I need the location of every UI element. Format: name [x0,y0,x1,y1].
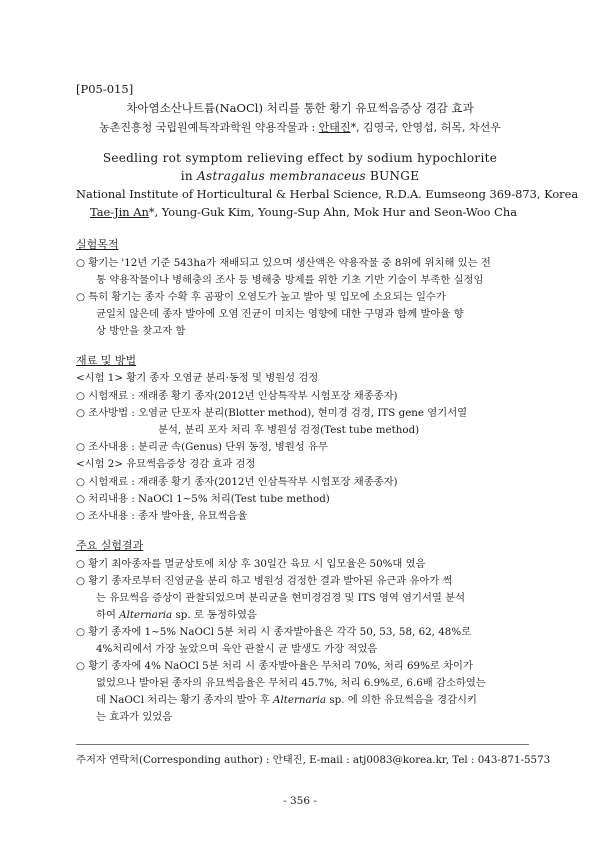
exp1-content: ○ 조사내용 : 분리균 속(Genus) 단위 동정, 병원성 유무 [76,441,328,453]
objective-item1-line2: 통 약용작물이나 병해충의 조사 등 병해충 방제를 위한 기초 기반 기술이 부족한 실정임 [96,274,484,286]
objective-item1-line1: ○ 황기는 '12년 기준 543ha가 재배되고 있으며 생산액은 약용작물 중 8위에 위치해 있는 전 [76,257,491,269]
exp2-treatment: ○ 처리내용 : NaOCl 1~5% 처리(Test tube method) [76,493,330,505]
korean-title: 차아염소산나트륨(NaOCl) 처리를 통한 황기 유묘썩음증상 경감 효과 [126,101,474,115]
page-number: - 356 - [283,795,317,807]
exp1-material: ○ 시험재료 : 재래종 황기 종자(2012년 인삼특작부 시험포장 채종종자) [76,390,398,402]
english-main-author: Tae-Jin An [90,205,149,219]
result2-line3-a: 하여 [96,609,120,621]
methods-heading: 재료 및 방법 [76,354,137,367]
result4-line1: ○ 황기 종자에 4% NaOCl 5분 처리 시 종자발아율은 무처리 70%, 처리 69%로 차이가 [76,660,473,672]
objective-item2-line1: ○ 특히 황기는 종자 수확 후 곰팡이 오염도가 높고 발아 및 입모에 소요되는 일수가 [76,291,446,303]
english-title-bunge: BUNGE [365,169,420,183]
english-title-line2 [0,169,600,183]
result2-line3-b: sp. 로 동정하였음 [172,609,257,621]
korean-affiliation: 농촌진흥청 국립원예특작과학원 약용작물과 : [99,121,319,134]
exp1-method-line1: ○ 조사방법 : 오염균 단포자 분리(Blotter method), 현미경 검경, ITS gene 염기서열 [76,407,468,419]
alternaria-genus-2: Alternaria [273,694,327,706]
result1-line1: ○ 황기 최아종자를 멸균상토에 치상 후 30일간 육묘 시 입모율은 50%대 였음 [76,558,426,570]
objective-item2-line3: 상 방안을 찾고자 함 [96,325,186,337]
result3-line1: ○ 황기 종자에 1~5% NaOCl 5분 처리 시 종자발아율은 각각 50, 53, 58, 62, 48%로 [76,626,472,638]
result4-line3-a: 데 NaOCl 처리는 황기 종자의 발아 후 [96,694,274,706]
korean-main-author: 안태진 [318,121,351,134]
poster-code: [P05-015] [76,82,134,96]
korean-coauthors: *, 김영국, 안영섭, 허목, 차선우 [350,121,501,134]
results-heading: 주요 실험결과 [76,539,144,552]
exp2-content: ○ 조사내용 : 종자 발아율, 유묘썩음율 [76,510,248,522]
result4-line2: 없었으나 발아된 종자의 유묘썩음율은 무처리 45.7%, 처리 6.9%로, 6.6배 감소하였는 [96,677,486,689]
footer-divider [76,744,529,745]
exp2-title: <시험 2> 유묘썩음증상 경감 효과 검정 [76,458,256,470]
result2-line3 [96,606,257,621]
alternaria-genus: Alternaria [119,609,173,621]
result2-line1: ○ 황기 종자로부터 진염균을 분리 하고 병원성 검정한 결과 발아된 유근과 유아가 썩 [76,575,453,587]
result4-line4: 는 효과가 있었음 [96,711,173,723]
english-title-line1: Seedling rot symptom relieving effect by sodium hypochlorite [102,151,498,165]
english-title-in: in [180,169,198,183]
exp2-material: ○ 시험재료 : 재래종 황기 종자(2012년 인삼특작부 시험포장 채종종자) [76,476,398,488]
corresponding-author: 주저자 연락처(Corresponding author) : 안태진, E-mail : atj0083@korea.kr, Tel : 043-871-5573 [76,754,551,766]
korean-authors [0,119,600,135]
exp1-method-line2: 분석, 분리 포자 처리 후 병원성 검정(Test tube method) [158,424,420,436]
result4-line3-b: sp. 에 의한 유묘썩음을 경감시키 [326,694,477,706]
objective-heading: 실험목적 [76,238,119,251]
result4-line3 [96,691,477,706]
english-authors [90,205,517,219]
exp1-title: <시험 1> 황기 종자 오염균 분리·동정 및 병원성 검정 [76,372,319,384]
result3-line2: 4%처리에서 가장 높았으며 육안 관찰시 균 발생도 가장 적었음 [96,643,378,655]
species-name: Astragalus membranaceus [197,169,366,183]
objective-item2-line2: 균일치 않은데 종자 발아에 오염 진균이 미치는 영향에 대한 구명과 함께 발아율 향 [96,308,464,320]
result2-line2: 는 유묘썩음 증상이 관찰되었으며 분리균을 현미경검경 및 ITS 영역 염기서열 분석 [96,592,466,604]
english-institution: National Institute of Horticultural & Herbal Science, R.D.A. Eumseong 369-873, Korea [76,187,579,201]
english-coauthors: *, Young-Guk Kim, Young-Sup Ahn, Mok Hur and Seon-Woo Cha [148,205,518,219]
